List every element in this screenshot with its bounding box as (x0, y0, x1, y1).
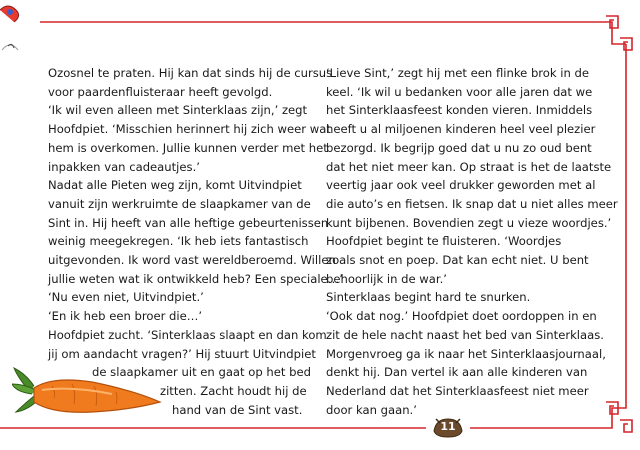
text-line: Sint in. Hij heeft van alle heftige gebeurtenissen (48, 215, 329, 230)
text-line: de slaapkamer uit en gaat op het bed (92, 365, 311, 380)
text-line: Hoofdpiet zucht. ‘Sinterklaas slaapt en dan kom (48, 327, 327, 342)
text-line: zoals snot en poep. Dat kan echt niet. U bent (326, 253, 589, 268)
text-line: jij om aandacht vragen?’ Hij stuurt Uitvindpiet (48, 346, 316, 361)
text-line: heeft u al miljoenen kinderen heel veel plezier (326, 122, 596, 137)
text-line: hand van de Sint vast. (172, 402, 303, 417)
text-column-right (326, 64, 618, 419)
page-number: 11 (440, 420, 456, 433)
text-line: ‘Ik wil even alleen met Sinterklaas zijn,’ zegt (48, 103, 308, 118)
text-line: ‘Ook dat nog.’ Hoofdpiet doet oordoppen in en (326, 309, 597, 324)
text-line: vanuit zijn werkruimte de slaapkamer van de (48, 196, 311, 211)
text-line: ‘En ik heb een broer die…’ (48, 309, 203, 324)
text-line: bezorgd. Ik begrijp goed dat u nu zo oud bent (326, 140, 592, 155)
text-line: dat het niet meer kan. Op straat is het de laatste (326, 159, 612, 174)
text-line: keel. ‘Ik wil u bedanken voor alle jaren dat we (326, 84, 593, 99)
text-line: hem is overkomen. Jullie kunnen verder met het (48, 140, 328, 155)
text-line: Nederland dat het Sinterklaasfeest niet meer (326, 383, 589, 398)
text-line: door kan gaan.’ (326, 402, 417, 417)
text-line: inpakken van cadeautjes.’ (48, 159, 200, 174)
text-line: kunt bijbenen. Bovendien zegt u vieze woordjes.’ (326, 215, 612, 230)
text-line: jullie weten wat ik ontwikkeld heb? Een speciale…’ (48, 271, 343, 286)
text-line: Ozosnel te praten. Hij kan dat sinds hij de cursus (48, 66, 333, 80)
text-line: zit de hele nacht naast het bed van Sinterklaas. (326, 327, 604, 342)
text-line: ‘Lieve Sint,’ zegt hij met een flinke brok in de (326, 66, 590, 80)
text-line: uitgevonden. Ik word vast wereldberoemd. Willen (48, 253, 336, 268)
carrot-icon (12, 362, 162, 424)
text-line: Sinterklaas begint hard te snurken. (326, 290, 531, 305)
text-line: veertig jaar ook veel drukker geworden met al (326, 178, 596, 193)
page-number-badge (432, 417, 464, 439)
text-line: zitten. Zacht houdt hij de (160, 383, 307, 398)
text-line: Hoofdpiet begint te fluisteren. ‘Woordjes (326, 234, 562, 249)
text-line: het Sinterklaasfeest konden vieren. Inmiddels (326, 103, 593, 118)
text-line: Nadat alle Pieten weg zijn, komt Uitvindpiet (48, 178, 302, 193)
text-line: behoorlijk in de war.’ (326, 271, 447, 286)
text-line: die auto’s en fietsen. Ik snap dat u niet alles meer (326, 196, 618, 211)
corner-ornament-icon (0, 0, 40, 60)
text-line: weinig meegekregen. ‘Ik heb iets fantastisch (48, 234, 309, 249)
text-line: ‘Nu even niet, Uitvindpiet.’ (48, 290, 204, 305)
text-line: voor paardenfluisteraar heeft gevolgd. (48, 84, 273, 99)
text-line: Morgenvroeg ga ik naar het Sinterklaasjournaal, (326, 346, 606, 361)
text-line: denkt hij. Dan vertel ik aan alle kinderen van (326, 365, 588, 380)
text-line: Hoofdpiet. ‘Misschien herinnert hij zich weer wat (48, 122, 331, 137)
